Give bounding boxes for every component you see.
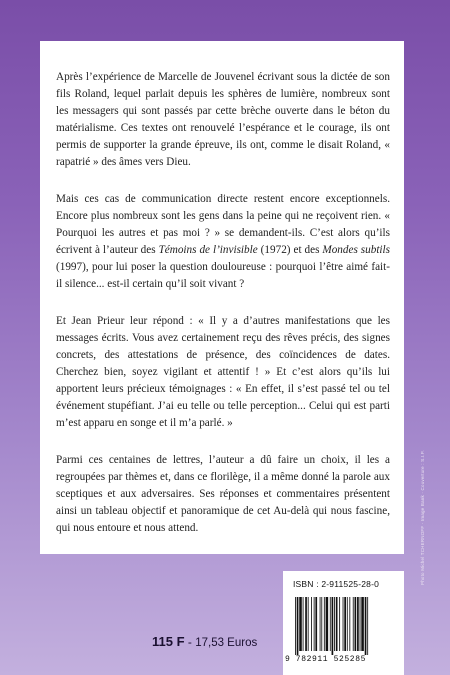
paragraph-text: Parmi ces centaines de lettres, l’auteur a dû faire un choix, il les a regroupées par thèmes et, dans ce florilège, il a même donné la parole aux sceptiques et aux adversaires. Ses réponses et commentaires présentent ainsi un tableau objectif et panoramique de cet Au-delà qui nous fascine, qui nous entoure et nous attend.: [56, 454, 390, 534]
barcode-bar: [299, 597, 302, 651]
barcode-bar: [344, 597, 346, 651]
barcode-bar: [349, 597, 350, 651]
price-francs: 115 F: [152, 634, 185, 649]
paragraph-4: [56, 452, 390, 537]
barcode-image: [293, 597, 393, 655]
barcode-bar: [305, 597, 307, 651]
barcode-bar: [315, 597, 317, 651]
text-panel: [40, 41, 404, 554]
barcode-bar: [321, 597, 322, 651]
book-title: Mondes subtils: [322, 244, 390, 256]
book-title: Témoins de l’invisible: [158, 244, 258, 256]
barcode-bar: [326, 597, 329, 651]
barcode-bar: [339, 597, 340, 651]
paragraph-3: [56, 313, 390, 432]
price-separator: -: [184, 635, 196, 649]
barcode-bar: [347, 597, 348, 651]
paragraph-text: Après l’expérience de Marcelle de Jouvenel écrivant sous la dictée de son fils Roland, lequel parlait depuis les sphères de lumière, nombreux sont les messagers qui sont passés par cette brèche ouverte dans le béton du matérialisme. Ces textes ont renouvelé l’espérance et le courage, ils ont permis de supporter la grande épreuve, ils ont, comme le disait Roland, « rapatrié » des âmes vers Dieu.: [56, 71, 390, 168]
barcode-bar: [295, 597, 296, 655]
barcode-bar: [320, 597, 321, 651]
paragraph-text: Et Jean Prieur leur répond : « Il y a d’autres manifestations que les messages écrits. Vous avez certainement reçu des rêves précis, des signes concrets, des attestations de présence, des coïncidences de dates. Cherchez bien, soyez vigilant et attentif ! » Et c’est alors qu’ils lui apportent leurs précieux témoignages : « En effet, il s’est passé tel ou tel événement stupéfiant. J’ai eu telle ou telle perception... Celui qui est parti m’est apparu en songe et il m’a parlé. »: [56, 315, 390, 429]
barcode-bar: [343, 597, 344, 651]
barcode-bar: [361, 597, 364, 651]
barcode-digits: 9 782911 525285: [285, 655, 367, 664]
barcode-bar: [324, 597, 325, 651]
paragraph-text: Mais ces cas de communication directe restent encore exceptionnels. Encore plus nombreux sont les gens dans la peine qui ne reçoivent rien. « Pourquoi les autres et pas moi ? » se demandent-ils. C’est alors qu’ils écrivent à l’auteur des: [56, 193, 390, 256]
barcode-bar: [303, 597, 304, 651]
barcode-bar: [311, 597, 312, 651]
barcode-bar: [308, 597, 309, 651]
barcode-bar: [360, 597, 361, 651]
price-label: [152, 633, 257, 651]
price-euros: 17,53 Euros: [195, 637, 258, 649]
paragraph-text: (1997), pour lui poser la question douloureuse : pourquoi l’être aimé fait-il silence... est-il certain qu’il soit vivant ?: [56, 261, 390, 290]
barcode-bar: [355, 597, 357, 651]
barcode-bar: [336, 597, 338, 651]
paragraph-1: [56, 69, 390, 171]
isbn-label: ISBN : 2-911525-28-0: [293, 579, 380, 589]
barcode-bar: [357, 597, 359, 651]
barcode-bar: [297, 597, 299, 655]
barcode-bar: [365, 597, 367, 655]
barcode-box: [283, 571, 404, 675]
barcode-bar: [334, 597, 335, 651]
barcode-bar: [330, 597, 331, 651]
barcode-bar: [367, 597, 368, 655]
barcode-bar: [314, 597, 315, 651]
paragraph-2: [56, 191, 390, 293]
barcode-bar: [353, 597, 354, 651]
barcode-bar: [332, 597, 334, 655]
photo-credit: Photo Michel TCHERNOFF · Image Bank · Couverture : S.I.P.: [420, 450, 425, 585]
paragraph-text: (1972) et des: [257, 244, 323, 256]
